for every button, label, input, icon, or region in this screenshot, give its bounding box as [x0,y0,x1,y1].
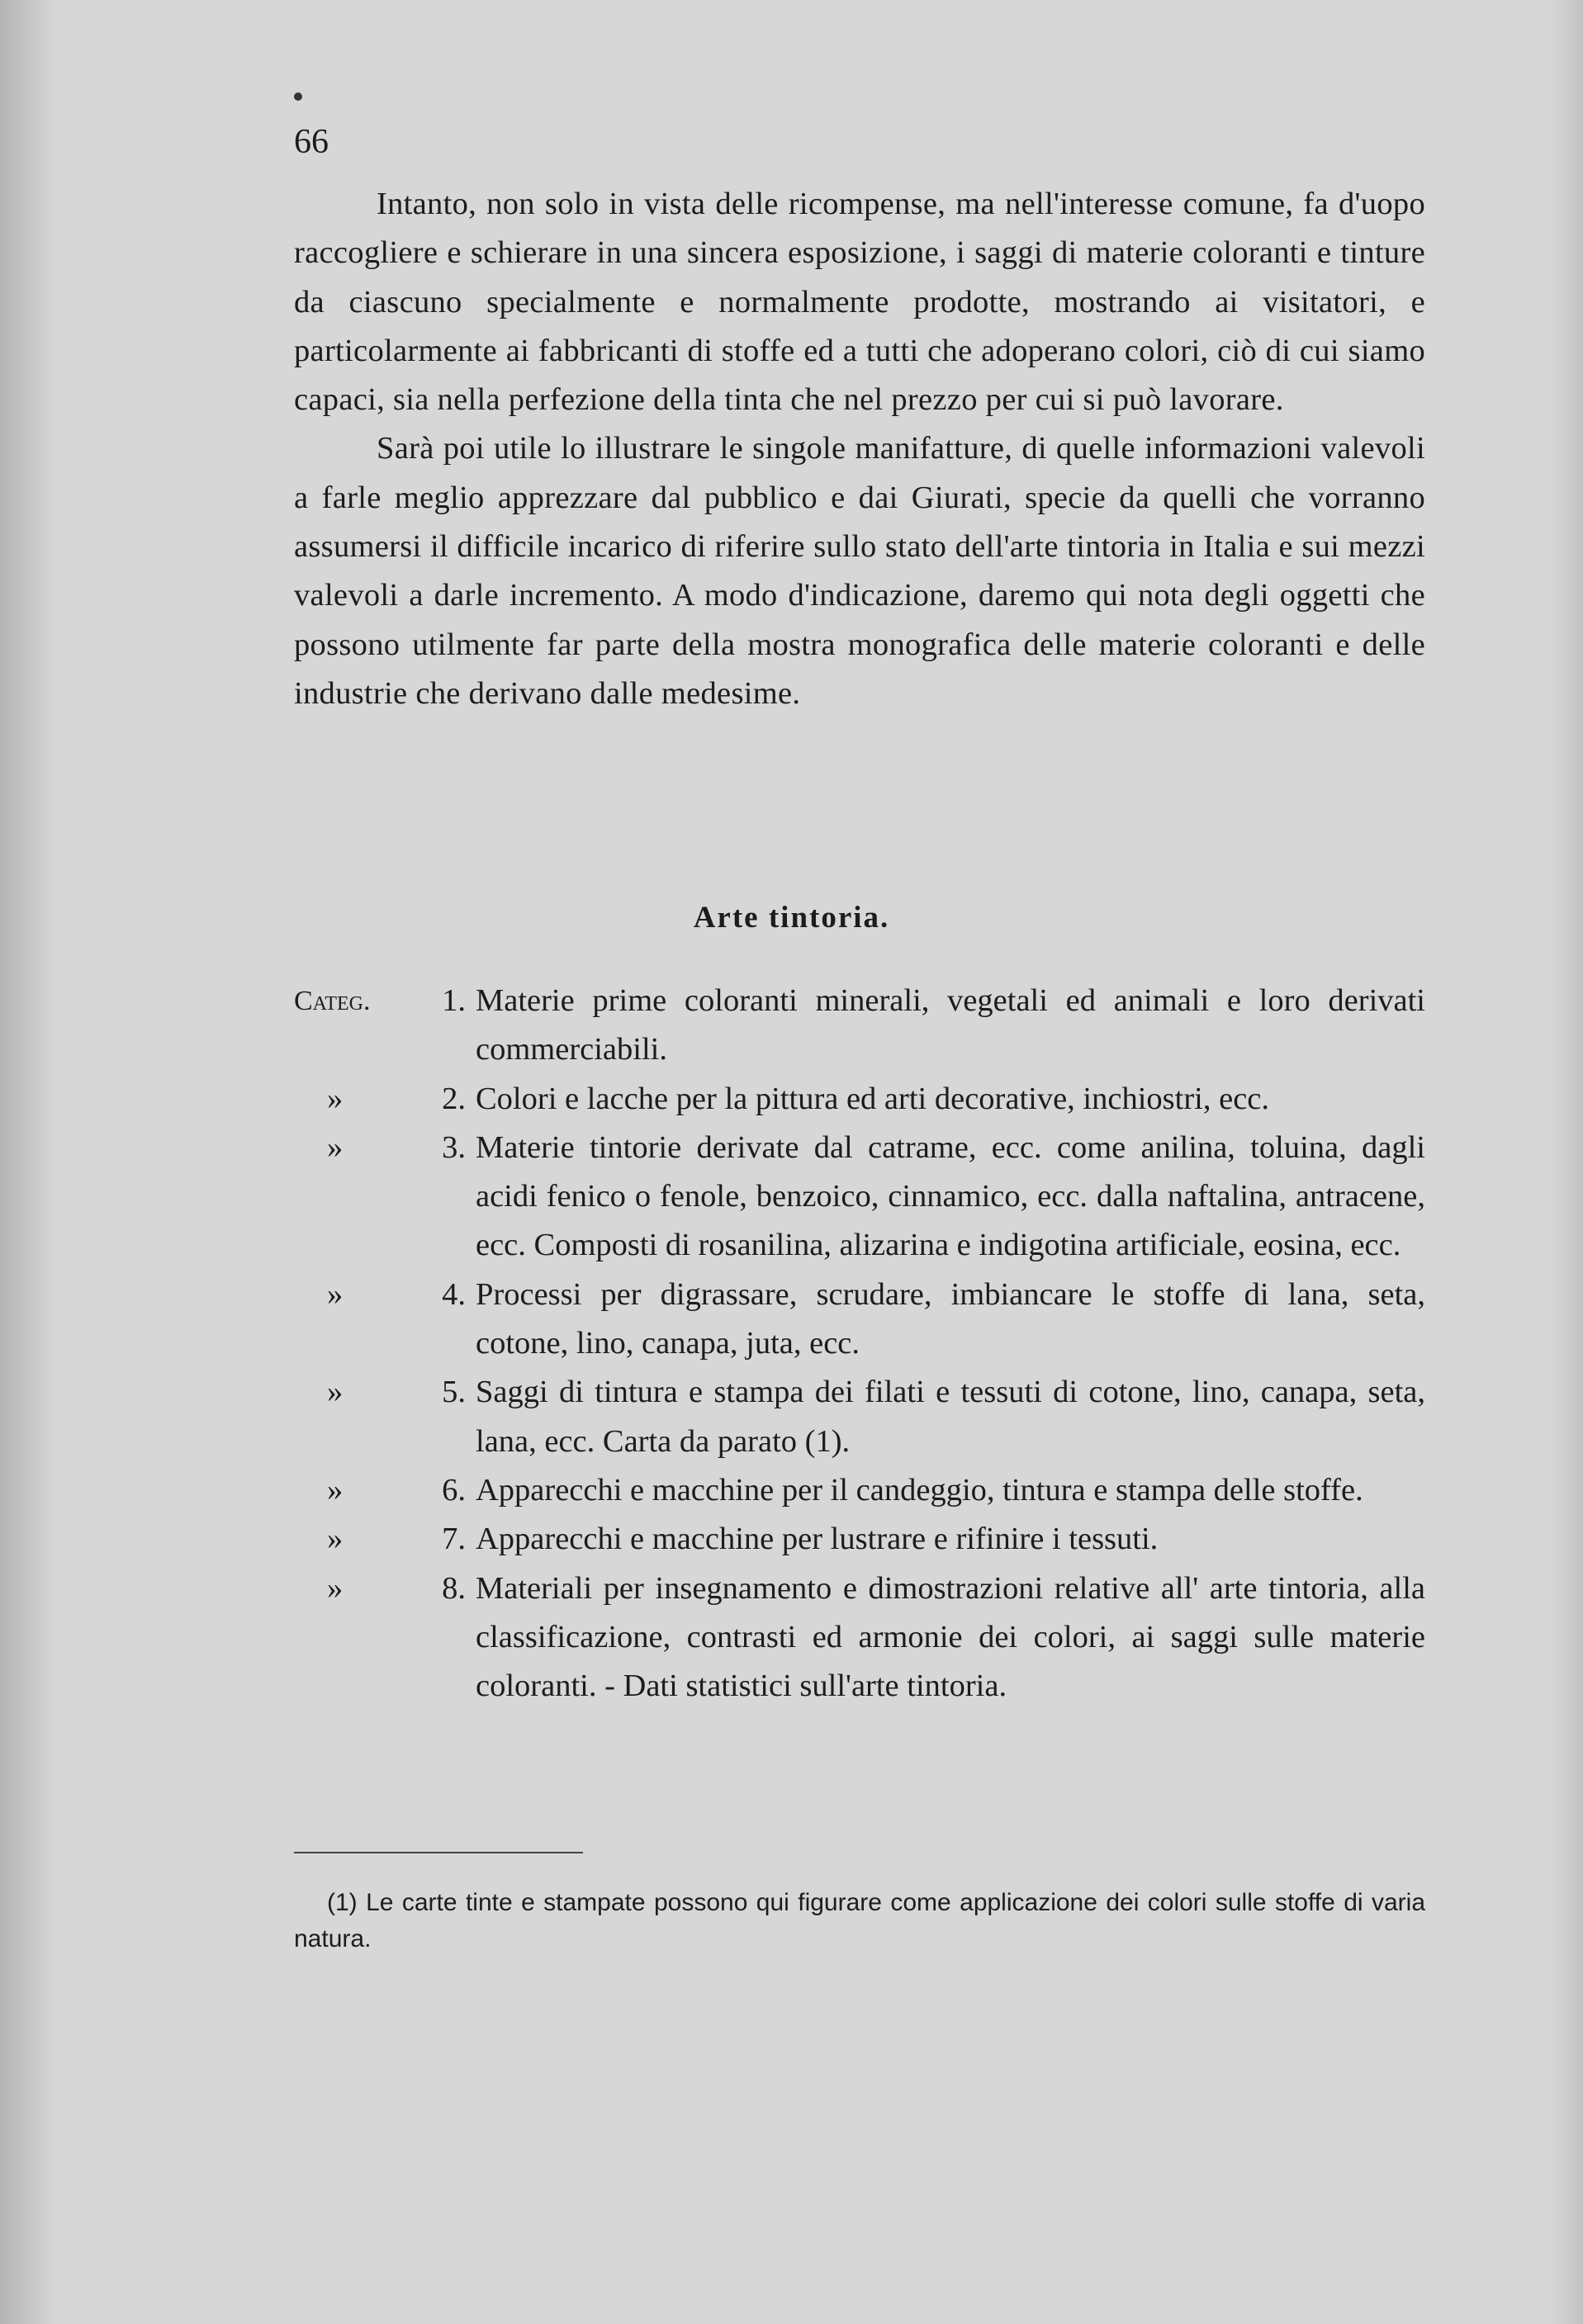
paragraph-2: Sarà poi utile lo illustrare le singole manifatture, di quelle informazioni valevoli a farle meglio apprezzare dal pubblico e dai Giurati, specie da quelli che vorranno assumersi il difficile incarico di riferire sullo stato dell'arte tintoria in Italia e sui mezzi valevoli a darle incremento. A modo d'indicazione, daremo qui nota degli oggetti che possono utilmente far parte della mostra monografica delle materie coloranti e delle industrie che derivano dalle medesime. [294,431,1425,711]
category-number: 6. [442,1472,466,1508]
category-prefix: » [327,1375,344,1410]
category-number: 3. [442,1129,466,1165]
category-text: Apparecchi e macchine per lustrare e rifinire i tessuti. [476,1522,1159,1557]
category-text: Materie prime coloranti minerali, vegetali ed animali e loro derivati commerciabili. [476,983,1425,1067]
category-prefix: » [327,1129,344,1165]
category-item [294,1271,1425,1369]
ink-dot [294,92,302,101]
category-item [294,1124,1425,1271]
section-heading: Arte tintoria. [693,901,890,935]
category-prefix: » [327,1522,344,1557]
category-item [294,1564,1425,1711]
category-item [294,1515,1425,1564]
category-prefix: » [327,1570,344,1606]
category-text: Processi per digrassare, scrudare, imbiancare le stoffe di lana, seta, cotone, lino, canapa, juta, ecc. [476,1276,1425,1361]
category-text: Apparecchi e macchine per il candeggio, tintura e stampa delle stoffe. [476,1472,1363,1508]
category-number: 8. [442,1570,466,1606]
category-list [294,977,1425,1711]
category-text: Materiali per insegnamento e dimostrazioni relative all' arte tintoria, alla classificazione, contrasti ed armonie dei colori, ai saggi sulle materie coloranti. - Dati statistici sull'arte tintoria. [476,1570,1425,1704]
category-prefix: » [327,1081,344,1116]
category-number: 5. [442,1375,466,1410]
category-item [294,1075,1425,1124]
category-number: 4. [442,1276,466,1312]
category-prefix: » [327,1276,344,1312]
category-item [294,977,1425,1075]
footnote-rule [294,1852,583,1853]
category-item [294,1466,1425,1515]
page-edge-shadow [0,0,58,2324]
category-text: Materie tintorie derivate dal catrame, ecc. come anilina, toluina, dagli acidi fenico o fenole, benzoico, cinnamico, ecc. dalla naftalina, antracene, ecc. Composti di rosanilina, alizarina e indigotina artificiale, eosina, ecc. [476,1129,1425,1263]
category-text: Colori e lacche per la pittura ed arti decorative, inchiostri, ecc. [476,1081,1269,1116]
page-number: 66 [294,123,329,161]
footnote: (1) Le carte tinte e stampate possono qui figurare come applicazione dei colori sulle stoffe di varia natura. [294,1889,1425,1952]
body-text [294,180,1425,718]
category-number: 2. [442,1081,466,1116]
category-item [294,1368,1425,1466]
category-number: 7. [442,1522,466,1557]
category-number: 1. [442,983,466,1018]
paragraph-1: Intanto, non solo in vista delle ricompense, ma nell'interesse comune, fa d'uopo raccogliere e schierare in una sincera esposizione, i saggi di materie coloranti e tinture da ciascuno specialmente e normalmente prodotte, mostrando ai visitatori, e particolarmente ai fabbricanti di stoffe ed a tutti che adoperano colori, ciò di cui siamo capaci, sia nella perfezione della tinta che nel prezzo per cui si può lavorare. [294,187,1425,418]
category-prefix: » [327,1472,344,1508]
category-text: Saggi di tintura e stampa dei filati e tessuti di cotone, lino, canapa, seta, lana, ecc. Carta da parato (1). [476,1375,1425,1459]
category-prefix: Categ. [294,986,371,1016]
page-edge-right [1550,0,1583,2324]
